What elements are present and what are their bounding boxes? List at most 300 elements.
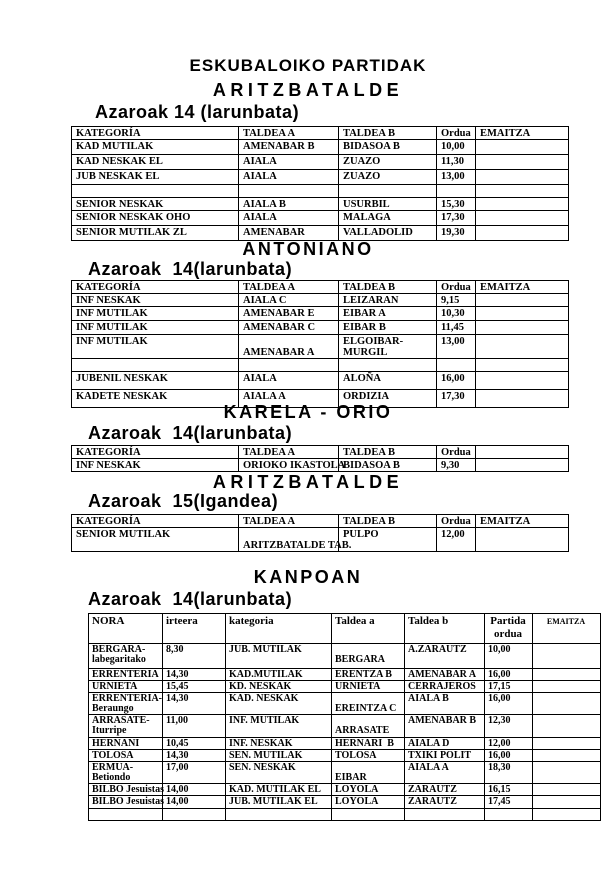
cell (533, 809, 601, 821)
cell (485, 750, 533, 762)
document-title: ESKUBALOIKO PARTIDAK (189, 56, 427, 75)
section-heading: ANTONIANO (242, 239, 374, 259)
cell-line: Beraungo (92, 703, 134, 714)
cell (476, 372, 569, 390)
cell-line (480, 227, 567, 238)
cell (476, 335, 569, 359)
cell-line: EIBAR (335, 772, 367, 783)
cell-line (480, 373, 567, 384)
cell (533, 784, 601, 796)
cell (485, 809, 533, 821)
cell-line: SEN. MUTILAK (229, 750, 303, 761)
cell (533, 715, 601, 738)
cell-line: 14,30 (166, 750, 189, 761)
cell (239, 335, 339, 359)
cell (226, 796, 332, 809)
cell-line: 14,30 (166, 669, 189, 680)
cell-line: KAD. MUTILAK EL (229, 784, 321, 795)
cell-line: AMENABAR A (243, 347, 315, 358)
cell-line: 10,00 (441, 141, 465, 152)
cell-line: KAD.MUTILAK (229, 669, 303, 680)
cell-line (76, 360, 237, 371)
cell-line: 16,15 (488, 784, 511, 795)
cell-line: KD. NESKAK (229, 681, 292, 692)
cell-line: 16,00 (488, 693, 511, 704)
cell (339, 198, 437, 211)
cell-line: 18,30 (488, 762, 511, 773)
cell-line: TALDEA B (343, 128, 396, 139)
cell (437, 307, 476, 321)
cell (89, 809, 163, 821)
cell-line: 14,00 (166, 796, 189, 807)
cell-line (76, 186, 237, 197)
cell (485, 796, 533, 809)
cell-line: 8,30 (166, 644, 184, 655)
table-row (72, 170, 569, 185)
cell-line (480, 447, 567, 458)
cell (332, 738, 405, 750)
section-heading: KANPOAN (253, 567, 363, 587)
column-header (339, 515, 437, 528)
cell (226, 809, 332, 821)
cell-line: Partida (490, 615, 526, 627)
cell-line (441, 186, 474, 197)
header-row (72, 281, 569, 294)
cell-line: HERNANI (92, 738, 140, 749)
cell-line: LOYOLA (335, 784, 379, 795)
cell (437, 359, 476, 372)
cell (89, 669, 163, 681)
cell (163, 762, 226, 784)
cell-line (536, 694, 599, 704)
cell-line: KAD MUTILAK (76, 141, 154, 152)
cell-line: AIALA D (408, 738, 450, 749)
cell-line (488, 810, 531, 820)
column-header (332, 614, 405, 644)
cell-line: 13,00 (441, 336, 465, 347)
column-header (72, 446, 239, 459)
cell-line: 17,00 (166, 762, 189, 773)
cell (226, 693, 332, 715)
cell-line: MURGIL (343, 347, 388, 358)
cell (72, 528, 239, 552)
cell-line: AIALA (243, 171, 277, 182)
cell (239, 528, 352, 552)
cell-line: 17,45 (488, 796, 511, 807)
cell-line: EIBAR B (343, 322, 386, 333)
cell (163, 738, 226, 750)
column-header (239, 515, 339, 528)
cell (89, 796, 163, 809)
cell (339, 170, 437, 185)
cell (405, 796, 485, 809)
cell-line (441, 360, 474, 371)
section-heading: KARELA - ORIO (223, 402, 393, 422)
cell (476, 170, 569, 185)
column-header (226, 614, 332, 644)
cell-line: ARRASATE- (92, 715, 150, 726)
cell-line: EREINTZA C (335, 703, 397, 714)
cell-line (480, 212, 567, 223)
cell-line: 9,30 (441, 460, 460, 471)
cell-line: AMENABAR E (243, 308, 315, 319)
cell-line: Ordua (441, 516, 471, 527)
cell-line: INF MUTILAK (76, 336, 148, 347)
cell-line: PULPO (343, 529, 379, 540)
cell (332, 796, 405, 809)
cell (226, 669, 332, 681)
cell (533, 738, 601, 750)
cell (332, 762, 405, 784)
cell (533, 762, 601, 784)
cell (339, 372, 437, 390)
cell (226, 715, 332, 738)
cell (405, 644, 485, 669)
cell (476, 185, 569, 198)
cell-line: 9,15 (441, 295, 460, 306)
cell (163, 644, 226, 669)
cell-line: INF MUTILAK (76, 322, 148, 333)
cell-line (335, 810, 403, 820)
cell (89, 715, 163, 738)
cell (339, 155, 437, 170)
cell (485, 693, 533, 715)
cell-line: AIALA (243, 373, 277, 384)
cell (332, 681, 405, 693)
cell-line (480, 171, 567, 182)
cell (485, 669, 533, 681)
cell-line: ELGOIBAR- (343, 336, 404, 347)
cell (405, 809, 485, 821)
cell (89, 784, 163, 796)
column-header (476, 281, 569, 294)
header-row (72, 446, 569, 459)
column-header (437, 446, 476, 459)
cell (485, 784, 533, 796)
section-date: Azaroak 14(larunbata) (88, 423, 293, 443)
cell-line: ERRENTERIA (92, 669, 159, 680)
cell (332, 784, 405, 796)
cell-line (408, 810, 483, 820)
cell (239, 211, 339, 226)
cell (476, 294, 569, 307)
cell (72, 459, 239, 472)
column-header (239, 281, 339, 294)
table-row (89, 750, 601, 762)
cell (332, 750, 405, 762)
cell (437, 528, 476, 552)
cell-line: 16,00 (441, 373, 465, 384)
cell (339, 359, 437, 372)
cell (226, 762, 332, 784)
table-row (89, 762, 601, 784)
table-row (72, 185, 569, 198)
cell-line: SENIOR NESKAK OHO (76, 212, 191, 223)
cell-line: INF. NESKAK (229, 738, 293, 749)
cell-line: Ordua (441, 282, 471, 293)
table-row (72, 528, 569, 552)
cell (72, 335, 239, 359)
cell-line: 17,15 (488, 681, 511, 692)
cell (339, 528, 437, 552)
cell-line: BIDASOA B (343, 460, 400, 471)
cell-line: AIALA A (408, 762, 449, 773)
cell-line: ORDIZIA (343, 391, 390, 402)
cell (437, 170, 476, 185)
cell-line: ZARAUTZ (408, 784, 457, 795)
table-row (89, 796, 601, 809)
cell (339, 335, 437, 359)
cell (239, 459, 346, 472)
cell (405, 750, 485, 762)
table-row (72, 359, 569, 372)
cell-line (480, 156, 567, 167)
cell-line: TOLOSA (335, 750, 377, 761)
cell-line: AIALA B (243, 199, 286, 210)
column-header (476, 515, 569, 528)
cell (476, 307, 569, 321)
column-header (437, 127, 476, 140)
table-row (89, 715, 601, 738)
cell-line: 17,30 (441, 212, 465, 223)
cell (405, 669, 485, 681)
cell-line: 11,30 (441, 156, 465, 167)
cell (437, 372, 476, 390)
cell (405, 762, 485, 784)
cell-line: AIALA (243, 212, 277, 223)
cell-line: ZARAUTZ (408, 796, 457, 807)
cell-line (166, 810, 224, 820)
cell-line: labegaritako (92, 654, 146, 665)
cell (485, 738, 533, 750)
cell (405, 681, 485, 693)
column-header (239, 446, 339, 459)
cell (72, 307, 239, 321)
cell (163, 693, 226, 715)
cell-line (536, 682, 599, 692)
cell-line: VALLADOLID (343, 227, 413, 238)
column-header (485, 614, 533, 644)
cell-line: 12,30 (488, 715, 511, 726)
table-row (72, 140, 569, 155)
cell (226, 644, 332, 669)
cell (339, 307, 437, 321)
cell-line: 17,30 (441, 391, 465, 402)
cell-line: ARITZBATALDE TAB. (243, 540, 352, 551)
cell-line: AMENABAR C (243, 322, 316, 333)
header-row (72, 515, 569, 528)
cell-line: SENIOR MUTILAK ZL (76, 227, 187, 238)
column-header (339, 127, 437, 140)
column-header (339, 281, 437, 294)
cell-line: AIALA B (408, 693, 449, 704)
cell-line: TALDEA A (243, 282, 296, 293)
cell (239, 359, 339, 372)
cell-line: URNIETA (92, 681, 138, 692)
cell (437, 185, 476, 198)
table-row (89, 681, 601, 693)
cell-line: 14,00 (166, 784, 189, 795)
cell (239, 294, 339, 307)
cell (226, 738, 332, 750)
cell (533, 796, 601, 809)
cell-line: 19,30 (441, 227, 465, 238)
cell-line: 14,30 (166, 693, 189, 704)
column-header (437, 281, 476, 294)
cell (72, 359, 239, 372)
column-header (72, 281, 239, 294)
cell-line: EMAITZA (480, 516, 531, 527)
cell (339, 211, 437, 226)
cell-line: BERGARA (335, 654, 386, 665)
cell (72, 198, 239, 211)
schedule-table (71, 514, 569, 552)
table-row (89, 809, 601, 821)
cell-line (536, 670, 599, 680)
cell-line: KAD. NESKAK (229, 693, 299, 704)
column-header (437, 515, 476, 528)
cell-line: CERRAJEROS (408, 681, 476, 692)
cell-line (480, 308, 567, 319)
cell (72, 155, 239, 170)
cell-line (243, 336, 337, 347)
cell (72, 372, 239, 390)
cell (533, 750, 601, 762)
cell-line: ORIOKO IKASTOLA (243, 460, 346, 471)
cell-line (536, 785, 599, 795)
cell-line: TALDEA B (343, 447, 396, 458)
cell-line (229, 810, 330, 820)
schedule-table (71, 445, 569, 472)
cell-line: LEIZARAN (343, 295, 399, 306)
cell (72, 226, 239, 241)
cell-line (480, 295, 567, 306)
cell (163, 681, 226, 693)
cell-line: 12,00 (441, 529, 465, 540)
cell (339, 459, 437, 472)
section-date: Azaroak 14(larunbata) (88, 589, 293, 609)
cell (89, 693, 163, 715)
cell (437, 321, 476, 335)
cell (405, 784, 485, 796)
cell (72, 185, 239, 198)
cell (332, 669, 405, 681)
cell-line: BILBO Jesuistas (92, 796, 164, 807)
cell-line (92, 810, 161, 820)
cell (239, 185, 339, 198)
cell (476, 211, 569, 226)
cell-line (536, 810, 599, 820)
cell-line: KATEGORÍA (76, 282, 141, 293)
cell-line: URNIETA (335, 681, 381, 692)
cell-line: SENIOR NESKAK (76, 199, 164, 210)
cell-line (343, 360, 435, 371)
cell-line (536, 716, 599, 726)
cell (163, 784, 226, 796)
cell-line: A.ZARAUTZ (408, 644, 467, 655)
table-row (72, 198, 569, 211)
cell-line (536, 797, 599, 807)
cell (476, 528, 569, 552)
cell-line (480, 141, 567, 152)
cell-line: EMAITZA (480, 282, 531, 293)
cell-line: AMENABAR B (408, 715, 477, 726)
cell (332, 809, 405, 821)
cell (437, 294, 476, 307)
cell-line: 11,00 (166, 715, 188, 726)
cell (72, 294, 239, 307)
table-row (72, 294, 569, 307)
cell-line (243, 186, 337, 197)
cell-line: AIALA C (243, 295, 287, 306)
cell (226, 784, 332, 796)
table-row (89, 693, 601, 715)
cell (89, 738, 163, 750)
column-header (476, 446, 569, 459)
cell (476, 198, 569, 211)
cell-line: JUBENIL NESKAK (76, 373, 168, 384)
column-header (89, 614, 163, 644)
cell-line: 10,00 (488, 644, 511, 655)
cell-line: BIDASOA B (343, 141, 400, 152)
cell-line: Taldea a (335, 615, 375, 627)
cell-line: irteera (166, 615, 198, 627)
cell-line: INF NESKAK (76, 460, 141, 471)
cell-line (480, 391, 567, 402)
section-heading: ARITZBATALDE (212, 472, 404, 492)
cell (485, 715, 533, 738)
cell-line: AMENABAR B (243, 141, 315, 152)
section-heading: ARITZBATALDE (212, 80, 404, 100)
cell-line: 12,00 (488, 738, 511, 749)
cell-line: TXIKI POLIT (408, 750, 472, 761)
cell (485, 644, 533, 669)
cell-line: 10,45 (166, 738, 189, 749)
cell-line (536, 751, 599, 761)
cell-line: 10,30 (441, 308, 465, 319)
cell (239, 307, 339, 321)
cell-line: AMENABAR (243, 227, 305, 238)
cell-line: Ordua (441, 447, 471, 458)
cell-line: MALAGA (343, 212, 391, 223)
cell-line: AIALA (243, 156, 277, 167)
cell-line: ordua (493, 628, 523, 640)
cell-line: AIALA A (243, 391, 286, 402)
cell (339, 185, 437, 198)
cell (437, 211, 476, 226)
cell (339, 140, 437, 155)
cell (533, 693, 601, 715)
cell (226, 681, 332, 693)
cell-line: Betiondo (92, 772, 131, 783)
cell-line: SEN. NESKAK (229, 762, 296, 773)
cell-line: JUB. MUTILAK (229, 644, 302, 655)
schedule-table (88, 613, 601, 821)
cell-line: SENIOR MUTILAK (76, 529, 171, 540)
cell-line: INF NESKAK (76, 295, 141, 306)
cell-line: TALDEA B (343, 282, 396, 293)
cell-line: ERENTZA B (335, 669, 392, 680)
cell (339, 294, 437, 307)
cell-line: 13,00 (441, 171, 465, 182)
cell (533, 669, 601, 681)
column-header (72, 515, 239, 528)
cell-line: TALDEA A (243, 447, 296, 458)
cell-line: LOYOLA (335, 796, 379, 807)
cell-line: 16,00 (488, 750, 511, 761)
cell-line: JUB NESKAK EL (76, 171, 160, 182)
table-row (72, 459, 569, 472)
